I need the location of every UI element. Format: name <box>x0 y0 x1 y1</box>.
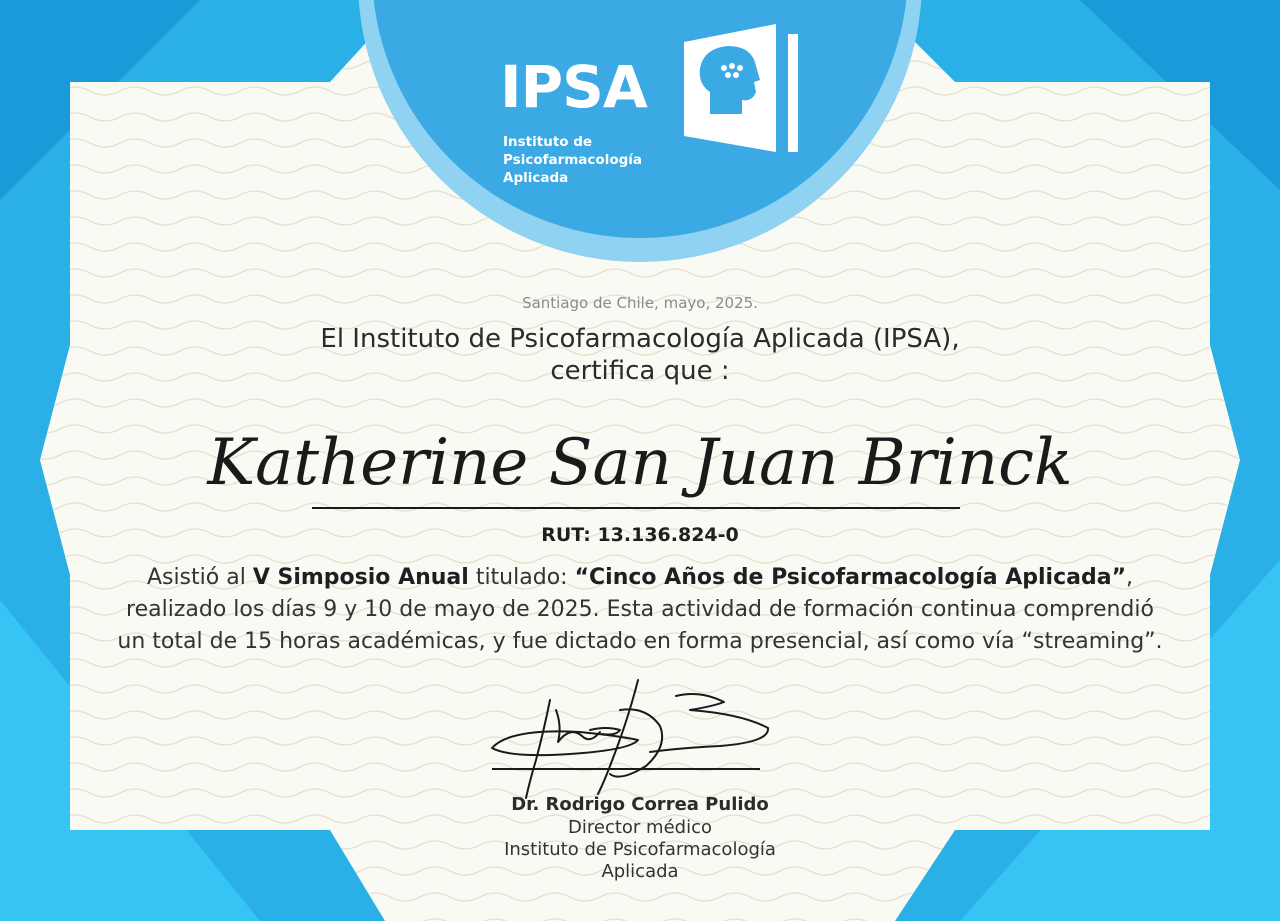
logo-subtitle-line: Instituto de <box>503 134 593 150</box>
logo-subtitle-line: Psicofarmacología <box>503 152 642 168</box>
body-text-segment: Asistió al <box>146 565 253 590</box>
body-line-2: realizado los días 9 y 10 de mayo de 2025. Esta actividad de formación continua comprendió <box>126 597 1154 622</box>
handwritten-signature <box>470 670 790 810</box>
logo-subtitle-line: Aplicada <box>503 170 569 186</box>
body-line-1 <box>100 562 1180 594</box>
signature-line <box>492 768 760 770</box>
institution-line: El Instituto de Psicofarmacología Aplicada (IPSA), <box>320 324 960 354</box>
event-name: V Simposio Anual <box>252 565 469 590</box>
signer-organization: Instituto de Psicofarmacología <box>504 839 776 860</box>
body-text-segment: titulado: <box>468 565 575 590</box>
name-underline <box>312 507 960 509</box>
head-in-book-icon <box>680 22 810 157</box>
certificate-body <box>100 562 1180 658</box>
body-line-3: un total de 15 horas académicas, y fue dictado en forma presencial, así como vía “streaming”. <box>117 629 1163 654</box>
recipient-name: Katherine San Juan Brinck <box>207 426 1073 500</box>
signer-name: Dr. Rodrigo Correa Pulido <box>511 794 769 815</box>
recipient-rut: RUT: 13.136.824-0 <box>541 524 739 546</box>
logo-subtitle <box>503 133 642 187</box>
signer-organization: Aplicada <box>601 861 679 882</box>
place-date: Santiago de Chile, mayo, 2025. <box>522 294 758 312</box>
certifies-line: certifica que : <box>550 356 730 386</box>
signer-title: Director médico <box>568 817 712 838</box>
logo-acronym: IPSA <box>500 53 647 121</box>
body-text-segment: , <box>1126 565 1134 590</box>
event-title: “Cinco Años de Psicofarmacología Aplicada” <box>574 565 1127 590</box>
